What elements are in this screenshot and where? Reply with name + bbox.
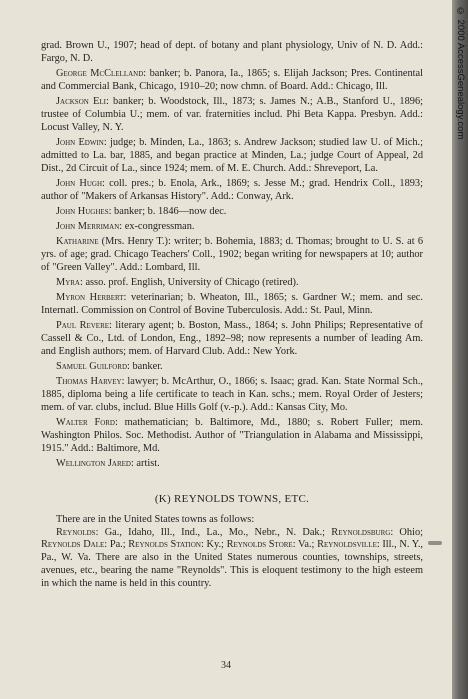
entry-name: John Edwin — [56, 136, 104, 148]
entry-text: : artist. — [130, 457, 160, 469]
town-name: Reynolds Dale — [41, 539, 105, 551]
entry-text: : literary agent; b. Boston, Mass., 1864; s. John Philips; Representative of Cassell & Co., Ltd. of London, Eng., 1892–98; now represents a number of leading Am. and English authors; mem. of Harvard Club. Add.: New York. — [41, 320, 423, 357]
town-states: : Ky.; — [200, 539, 227, 551]
entry-text: : asso. prof. English, University of Chicago (retired). — [79, 276, 299, 288]
town-name: Reynolds Station — [128, 539, 201, 551]
entry — [41, 361, 423, 374]
town-states: : Ill., N. Y., Pa., W. Va. There are also in the United States numerous counties, townships, streets, avenues, etc., bearing the name "Reynolds". This is eloquent testimony to the high esteem in which the name is held in this country. — [41, 539, 424, 590]
entry — [41, 292, 423, 318]
continued-entry: grad. Brown U., 1907; head of dept. of botany and plant physiology, Univ of N. D. Add.: Fargo, N. D. — [41, 40, 423, 64]
entry — [41, 277, 423, 290]
entry-text: : banker; b. 1846—now dec. — [108, 205, 227, 217]
entry-text: : veterinarian; b. Wheaton, Ill., 1865; s. Gardner W.; mem. and sec. Internatl. Commission on Control of Bovine Tuberculosis. Add.: St. Paul, Minn. — [41, 292, 423, 316]
entry-text: : coll. pres.; b. Enola, Ark., 1869; s. Jesse M.; grad. Hendrix Coll., 1893; author of "Makers of Arkansas History". Add.: Conway, Ark. — [41, 177, 423, 202]
entry-name: John Merriman — [56, 220, 120, 232]
entry — [41, 68, 423, 94]
entry-text: : banker; b. Panora, Ia., 1865; s. Elijah Jackson; Pres. Continental and Commercial Bank, Chicago, 1910–20; now chmn. of Board. Add.: Chicago, Ill. — [41, 68, 424, 92]
entry-text: : ex-congressman. — [119, 220, 195, 232]
entry-name: Myra — [56, 276, 80, 288]
section-heading: (K) REYNOLDS TOWNS, ETC. — [154, 492, 310, 505]
entry — [41, 458, 423, 471]
entry-name: George McClelland — [56, 68, 144, 79]
entry-name: Walter Ford — [56, 416, 115, 428]
entry-text: (Mrs. Henry T.): writer; b. Bohemia, 1883; d. Thomas; brought to U. S. at 6 yrs. of age; grad. Chicago Teachers' Coll., 1902; began writing for newspapers at 10; author of "Green Valley". Add.: Lombard, Ill. — [41, 236, 423, 273]
page-number: 34 — [221, 660, 231, 671]
entry-name: Wellington Jared — [56, 457, 131, 469]
entry-name: Myron Herbert — [56, 292, 124, 303]
town-states: : Ga., Idaho, Ill., Ind., La., Mo., Nebr., N. Dak.; — [95, 526, 332, 538]
entry — [41, 137, 423, 176]
intro-paragraph: There are in the United States towns as follows: — [56, 513, 255, 525]
entry-list — [41, 68, 423, 471]
entry-text: : judge; b. Minden, La., 1863; s. Andrew Jackson; studied law U. of Mich.; admitted to La. bar, 1885, and began practice at Minden, La.; judge Court of Appeal, 2d Dist., 2d Circuit of La., since 1924; mem. of M. E. Church. Add.: Shreveport, La. — [41, 136, 423, 174]
entry — [41, 96, 423, 135]
entry — [41, 320, 423, 359]
entry — [41, 376, 423, 415]
entry-text: : mathematician; b. Baltimore, Md., 1880; s. Robert Fuller; mem. Washington Philos. Soc. Methodist. Author of "Triangulation in Alabama and Mississippi, 1915." Add.: Baltimore, Md. — [41, 416, 423, 454]
town-name: Reynolds — [56, 526, 96, 538]
town-name: Reynolds Store — [226, 539, 293, 551]
entry-text: : lawyer; b. McArthur, O., 1866; s. Isaac; grad. Kan. State Normal Sch., 1885, diploma being a life certificate to teach in Kan. schs.; mem. Royal Order of Jesters; mem. of var. clubs, includ. Blue Hills Golf (v.-p.). Add.: Kansas City, Mo. — [41, 376, 423, 413]
entry-name: Katharine — [56, 236, 99, 247]
entry — [41, 236, 423, 275]
entry-name: John Hugh — [56, 177, 103, 189]
entry-name: Jackson Eli — [56, 96, 106, 107]
entry-text: : banker. — [127, 360, 163, 372]
entry — [41, 417, 423, 456]
towns-paragraph — [41, 527, 423, 592]
page-mark — [428, 541, 442, 545]
entry — [41, 178, 423, 204]
watermark: © 2000 AccessGenealogy.com — [455, 6, 466, 140]
entry-text: : banker; b. Woodstock, Ill., 1873; s. James N.; A.B., Stanford U., 1896; trustee of Columbia U.; mem. of var. fraternities includ. Phi Beta Kappa. Presbyn. Add.: Locust Valley, N. Y. — [41, 96, 423, 133]
town-name: Reynoldsville — [317, 539, 377, 551]
entry-name: Paul Revere — [56, 320, 110, 331]
entry-name: John Hughes — [56, 205, 109, 217]
town-states: : Ohio; — [390, 526, 423, 538]
town-states: : Va.; — [292, 539, 318, 551]
entry-name: Thomas Harvey — [56, 376, 122, 387]
town-states: : Pa.; — [104, 539, 129, 551]
town-name: Reynoldsburg — [331, 526, 391, 538]
entry — [41, 206, 423, 219]
entry-name: Samuel Guilford — [56, 360, 128, 372]
page-text — [41, 40, 423, 591]
entry — [41, 221, 423, 234]
